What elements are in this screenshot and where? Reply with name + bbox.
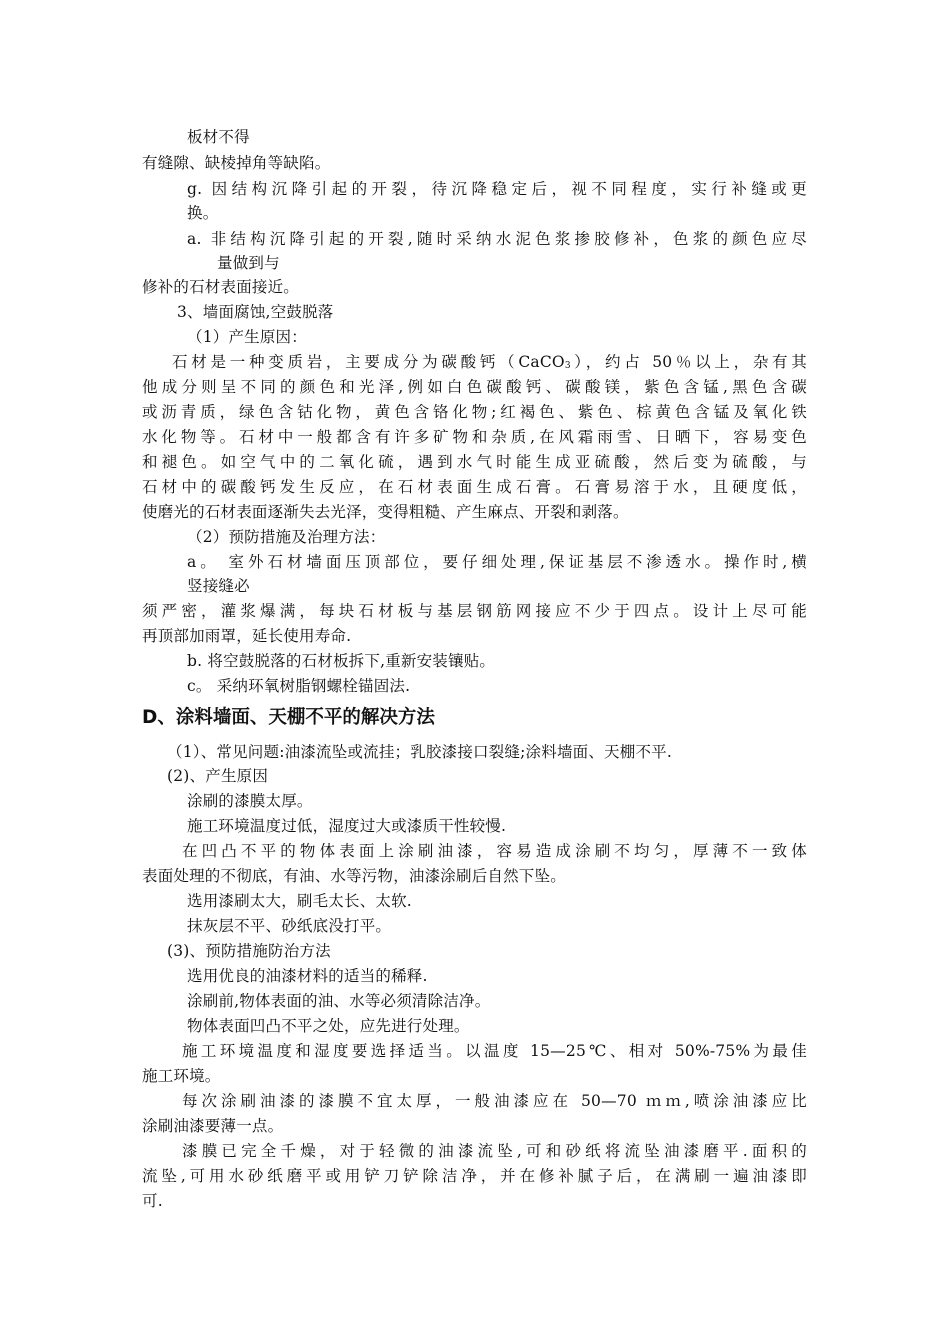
list-item-c: c。 采纳环氧树脂钢螺栓锚固法. (187, 677, 411, 695)
list-item-a: a。 室外石材墙面压顶部位，要仔细处理,保证基层不渗透水。操作时,横 (187, 553, 807, 571)
text-line: 和褪色。如空气中的二氧化硫，遇到水气时能生成亚硫酸，然后变为硫酸，与 (142, 453, 807, 471)
text-line: 可. (142, 1192, 163, 1210)
text-line: 或沥青质，绿色含钴化物，黄色含铬化物;红褐色、紫色、棕黄色含锰及氧化铁 (142, 403, 807, 421)
text-line: （1）、常见问题:油漆流坠或流挂；乳胶漆接口裂缝;涂料墙面、天棚不平. (167, 743, 672, 761)
text-line: 漆膜已完全千燥，对于轻微的油漆流坠,可和砂纸将流坠油漆磨平.面积的 (182, 1142, 807, 1160)
text-line: 涂刷前,物体表面的油、水等必须清除洁净。 (187, 992, 491, 1010)
list-item-g: g. 因结构沉降引起的开裂，待沉降稳定后，视不同程度，实行补缝或更 (187, 180, 807, 198)
text-line: 使磨光的石材表面逐渐失去光泽，变得粗糙、产生麻点、开裂和剥落。 (142, 503, 629, 521)
text-run: ），约占 50％以上，杂有其 (570, 353, 808, 371)
text-line: 流坠,可用水砂纸磨平或用铲刀铲除洁净，并在修补腻子后，在满刷一遍油漆即 (142, 1167, 807, 1185)
subsection-title: （1）产生原因： (187, 328, 307, 346)
text-line: 须严密，灌浆爆满，每块石材板与基层钢筋网接应不少于四点。设计上尽可能 (142, 602, 807, 620)
text-line (172, 352, 807, 372)
text-line: 选用漆刷太大，刷毛太长、太软. (187, 892, 412, 910)
subscript: 3 (564, 361, 571, 371)
text-line: 施工环境。 (142, 1067, 221, 1085)
subsection-title: (3)、预防措施防治方法 (167, 942, 331, 960)
text-line: 抹灰层不平、砂纸底没打平。 (187, 917, 392, 935)
text-line: 选用优良的油漆材料的适当的稀释. (187, 967, 428, 985)
text-line: 涂刷油漆要薄一点。 (142, 1117, 284, 1135)
text-line: 施工环境温度和湿度要选择适当。以温度 15—25℃、相对 50%-75%为最佳 (182, 1042, 807, 1060)
text-line: 再顶部加雨罩，延长使用寿命. (142, 627, 352, 645)
list-item-b: b. 将空鼓脱落的石材板拆下,重新安装镶贴。 (187, 652, 496, 670)
text-line: 竖接缝必 (187, 577, 250, 595)
text-line: 有缝隙、缺棱掉角等缺陷。 (142, 154, 331, 172)
text-line: 水化物等。石材中一般都含有许多矿物和杂质,在风霜雨雪、日晒下，容易变色 (142, 428, 807, 446)
text-line: 量做到与 (217, 254, 280, 272)
text-line: 换。 (187, 204, 219, 222)
text-line: 在凹凸不平的物体表面上涂刷油漆，容易造成涂刷不均匀，厚薄不一致体 (182, 842, 807, 860)
text-line: 物体表面凹凸不平之处，应先进行处理。 (187, 1017, 470, 1035)
subsection-title: （2）预防措施及治理方法： (187, 528, 386, 546)
text-line: 涂刷的漆膜太厚。 (187, 792, 313, 810)
text-line: 施工环境温度过低，湿度过大或漆质干性较慢. (187, 817, 507, 835)
text-line: 石材中的碳酸钙发生反应，在石材表面生成石膏。石膏易溶于水，且硬度低， (142, 478, 807, 496)
section-title: 3、墙面腐蚀,空鼓脱落 (177, 303, 334, 321)
list-item-a: a. 非结构沉降引起的开裂,随时采纳水泥色浆掺胶修补，色浆的颜色应尽 (187, 230, 807, 248)
section-heading: D、涂料墙面、天棚不平的解决方法 (142, 707, 435, 728)
text-line: 他成分则呈不同的颜色和光泽,例如白色碳酸钙、碳酸镁，紫色含锰,黑色含碳 (142, 378, 807, 396)
text-line: 修补的石材表面接近。 (142, 278, 300, 296)
text-line: 板材不得 (187, 128, 250, 146)
text-line: 每次涂刷油漆的漆膜不宜太厚，一般油漆应在 50—70 ｍｍ,喷涂油漆应比 (182, 1092, 807, 1110)
text-run: 石材是一种变质岩，主要成分为碳酸钙（CaCO (172, 353, 565, 371)
subsection-title: (2)、产生原因 (167, 767, 269, 785)
text-line: 表面处理的不彻底，有油、水等污物，油漆涂刷后自然下坠。 (142, 867, 566, 885)
